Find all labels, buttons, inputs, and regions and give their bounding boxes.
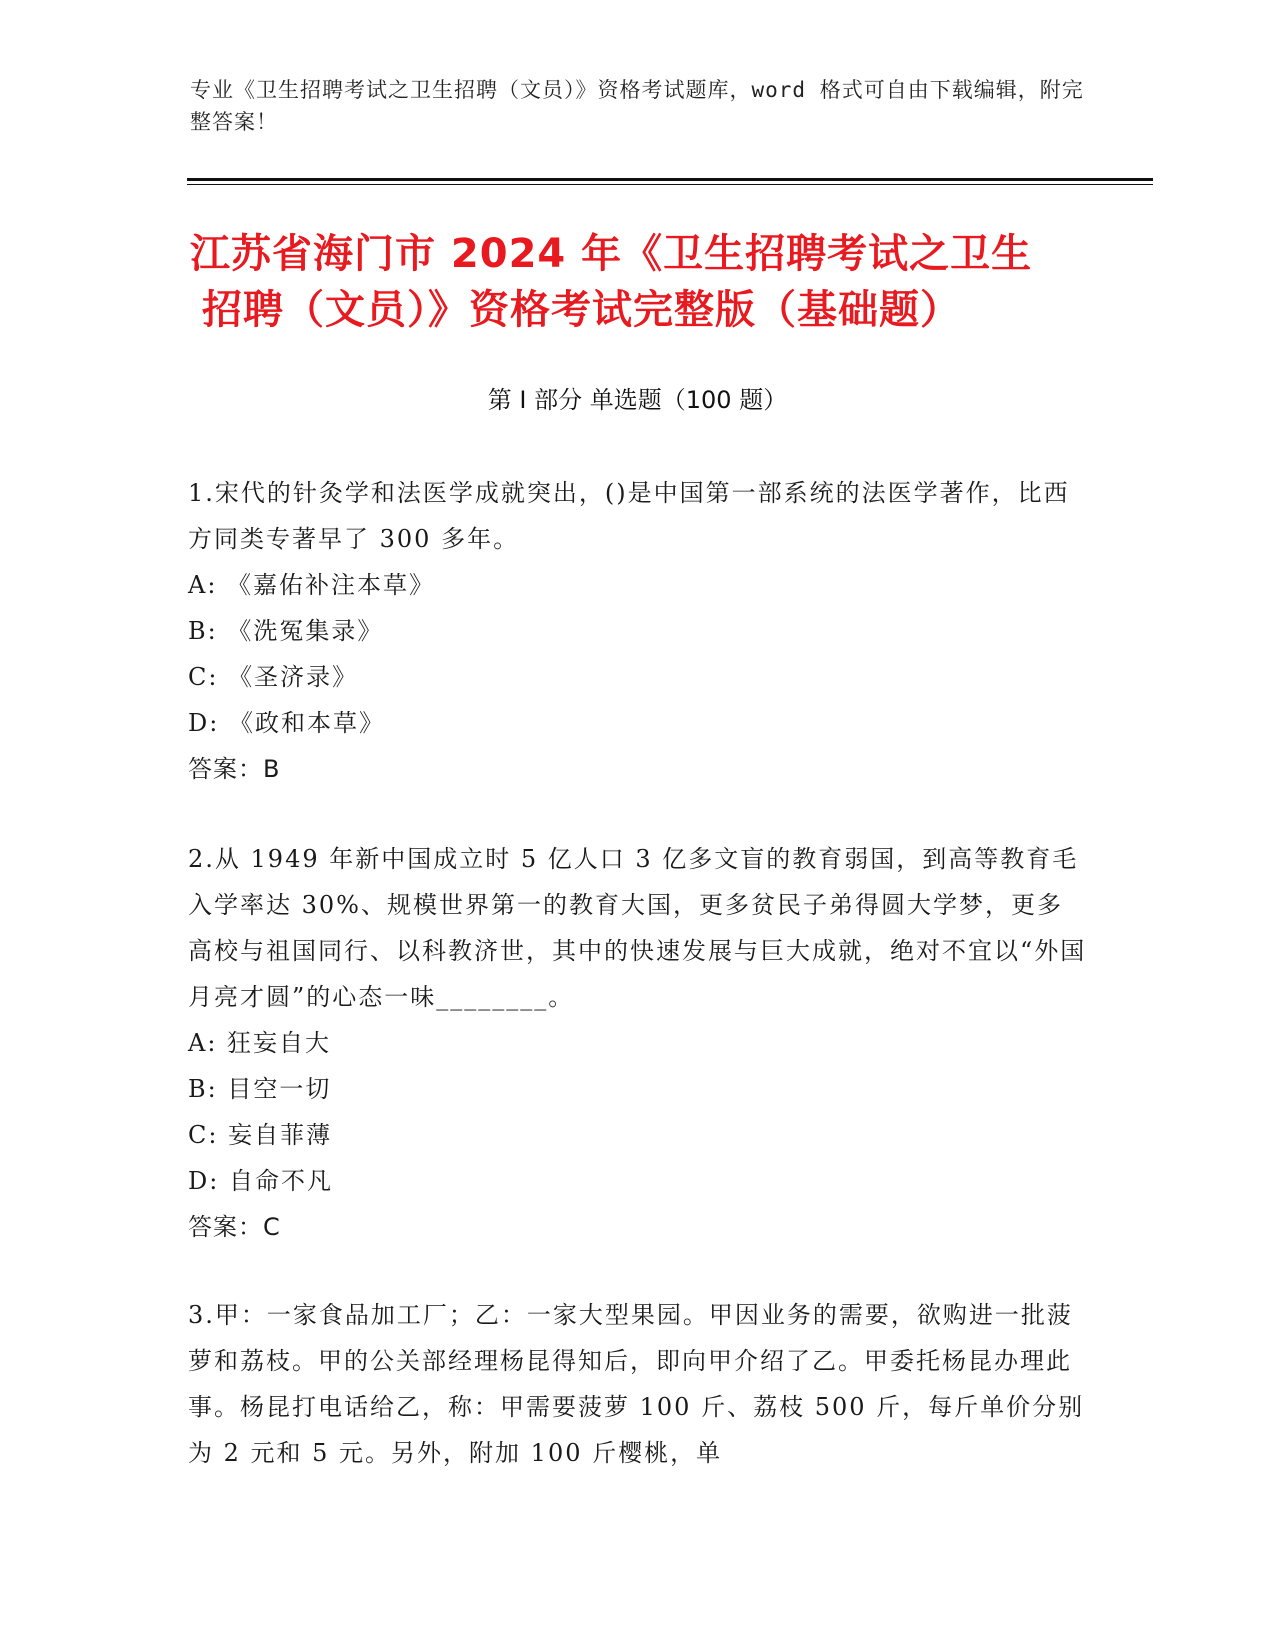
option-c: C: 《圣济录》 [188,663,359,691]
option-b: B: 目空一切 [188,1075,332,1103]
option-d: D: 自命不凡 [188,1167,333,1195]
header-rule-thin [187,184,1153,185]
answer: 答案：C [188,1213,281,1241]
question-2 [188,836,1088,1250]
question-stem: 3.甲：一家食品加工厂；乙：一家大型果园。甲因业务的需要，欲购进一批菠萝和荔枝。甲的公关部经理杨昆得知后，即向甲介绍了乙。甲委托杨昆办理此事。杨昆打电话给乙，称：甲需要菠萝 100 斤、荔枝 500 斤，每斤单价分别为 2 元和 5 元。另外，附加 100 斤樱桃，单 [188,1301,1085,1467]
section-heading: 第 I 部分 单选题（100 题） [487,386,788,414]
answer: 答案：B [188,755,281,783]
question-stem: 1.宋代的针灸学和法医学成就突出，()是中国第一部系统的法医学著作，比西方同类专著早了 300 多年。 [188,479,1070,553]
option-a: A: 狂妄自大 [188,1029,332,1057]
option-d: D: 《政和本草》 [188,709,385,737]
option-c: C: 妄自菲薄 [188,1121,333,1149]
document-title-line1: 江苏省海门市 2024 年《卫生招聘考试之卫生 [190,231,1033,277]
question-1 [188,470,1088,792]
question-stem: 2.从 1949 年新中国成立时 5 亿人口 3 亿多文盲的教育弱国，到高等教育毛入学率达 30%、规模世界第一的教育大国，更多贫民子弟得圆大学梦，更多高校与祖国同行、以科教济世，其中的快速发展与巨大成就，绝对不宜以“外国月亮才圆”的心态一味________。 [188,845,1087,1011]
question-3 [188,1292,1088,1476]
header-note: 专业《卫生招聘考试之卫生招聘（文员）》资格考试题库，word 格式可自由下载编辑，附完整答案！ [190,78,1084,134]
header-rule-thick [187,178,1153,181]
document-title [190,226,1090,338]
document-title-line2: 招聘（文员）》资格考试完整版（基础题） [202,287,961,333]
option-b: B: 《洗冤集录》 [188,617,384,645]
option-a: A: 《嘉佑补注本草》 [188,571,436,599]
